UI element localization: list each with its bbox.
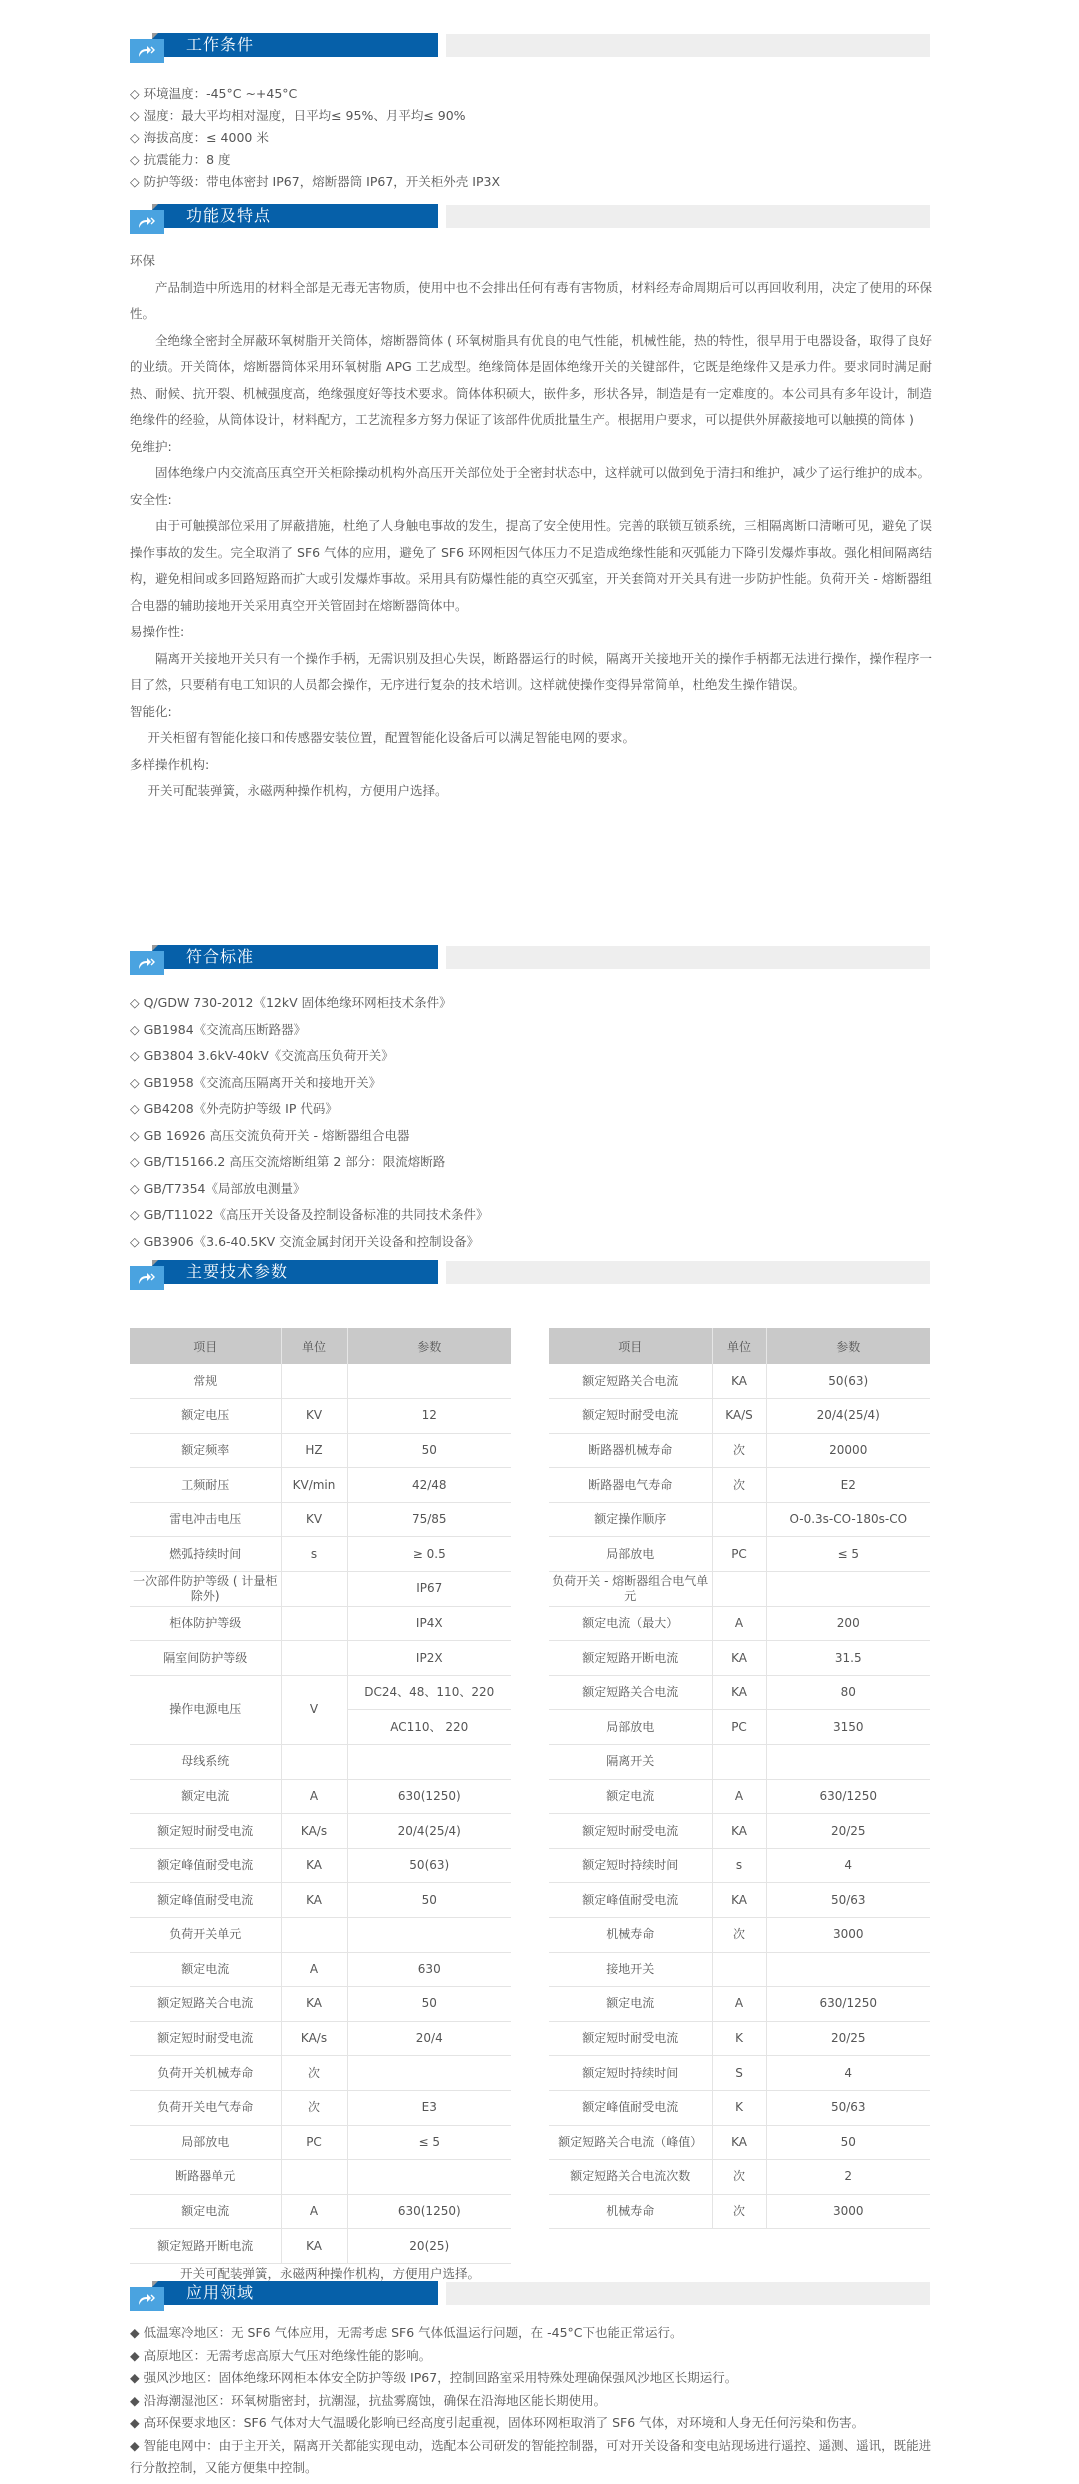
table-row: [130, 1883, 511, 1918]
table-row: [549, 2090, 930, 2125]
table-row: [130, 1641, 511, 1676]
cell-unit: KV/min: [281, 1468, 347, 1503]
list-item: ◆ 智能电网中：由于主开关，隔离开关都能实现电动，选配本公司研发的智能控制器，可对开关设备和变电站现场进行遥控、遥测、遥讯，既能进行分散控制，又能方便集中控制。: [130, 2437, 932, 2475]
cell-item: 母线系统: [130, 1745, 281, 1780]
table-row: [549, 1952, 930, 1987]
cell-unit: KA: [712, 1364, 766, 1399]
cell-unit: PC: [281, 2125, 347, 2160]
section-header-features: [130, 204, 930, 236]
cell-item: 常规: [130, 1364, 281, 1399]
cell-item: 额定电流: [130, 2194, 281, 2229]
cell-item: 局部放电: [130, 2125, 281, 2160]
table-row: [549, 1606, 930, 1641]
list-item: ◇ 海拔高度：≤ 4000 米: [130, 130, 269, 145]
table-row: [130, 2229, 511, 2264]
cell-item: 额定短路开断电流: [549, 1641, 712, 1676]
cell-item: 负荷开关电气寿命: [130, 2090, 281, 2125]
cell-value: 630(1250): [347, 2194, 511, 2229]
cell-unit: KA: [712, 1883, 766, 1918]
cell-item: 机械寿命: [549, 2194, 712, 2229]
cell-item: 额定电流: [549, 1987, 712, 2022]
header-gray-bar: [446, 205, 930, 228]
cell-item: 一次部件防护等级 ( 计量柜除外): [130, 1572, 281, 1607]
section-header-applications: [130, 2281, 930, 2313]
cell-value: 2: [766, 2160, 930, 2195]
feature-heading: 免维护:: [130, 438, 172, 454]
cell-value: DC24、48、110、220: [347, 1675, 511, 1710]
list-item: ◇ 湿度：最大平均相对湿度，日平均≤ 95%、月平均≤ 90%: [130, 108, 466, 123]
table-row: [130, 1675, 511, 1710]
cell-value: 50/63: [766, 2090, 930, 2125]
cell-unit: K: [712, 2090, 766, 2125]
cell-value: ≤ 5: [347, 2125, 511, 2160]
section-header-working-conditions: [130, 33, 930, 65]
table-row: [549, 2160, 930, 2195]
cell-value: 50(63): [766, 1364, 930, 1399]
cell-item: 断路器单元: [130, 2160, 281, 2195]
cell-unit: KA: [281, 1848, 347, 1883]
table-row: [130, 2125, 511, 2160]
list-item: ◆ 高原地区：无需考虑高原大气压对绝缘性能的影响。: [130, 2347, 432, 2363]
cell-value: 31.5: [766, 1641, 930, 1676]
feature-paragraph: 产品制造中所选用的材料全部是无毒无害物质，使用中也不会排出任何有毒有害物质，材料经寿命周期后可以再回收利用，决定了使用的环保性。: [130, 279, 932, 321]
cell-value: 3000: [766, 2194, 930, 2229]
feature-paragraph: 由于可触摸部位采用了屏蔽措施，杜绝了人身触电事故的发生，提高了安全使用性。完善的联锁互锁系统，三相隔离断口清晰可见，避免了误操作事故的发生。完全取消了 SF6 气体的应用，避免了 SF6 环网柜因气体压力不足造成绝缘性能和灭弧能力下降引发爆炸事故。强化相间隔离结构，避免相间或多回路短路而扩大或引发爆炸事故。采用具有防爆性能的真空灭弧室，开关套筒对开关具有进一步防护性能。负荷开关 - 熔断器组合电器的辅助接地开关采用真空开关管固封在熔断器筒体中。: [130, 518, 932, 613]
cell-value: [347, 2160, 511, 2195]
cell-value: 4: [766, 2056, 930, 2091]
cell-item: 额定峰值耐受电流: [549, 1883, 712, 1918]
cell-item: 额定峰值耐受电流: [130, 1848, 281, 1883]
cell-item: 额定短时耐受电流: [130, 2021, 281, 2056]
cell-value: 20/25: [766, 2021, 930, 2056]
table-row: [549, 1399, 930, 1434]
cell-unit: KA: [281, 1987, 347, 2022]
cell-item: 工频耐压: [130, 1468, 281, 1503]
table-row: [549, 1641, 930, 1676]
cell-unit: KA: [712, 1641, 766, 1676]
cell-value: 80: [766, 1675, 930, 1710]
table-row: [549, 1883, 930, 1918]
cell-unit: A: [712, 1987, 766, 2022]
cell-item: 负荷开关机械寿命: [130, 2056, 281, 2091]
cell-item: 额定短路关合电流: [130, 1987, 281, 2022]
cell-unit: PC: [712, 1537, 766, 1572]
cell-value: 50/63: [766, 1883, 930, 1918]
cell-value: IP2X: [347, 1641, 511, 1676]
cell-unit: KV: [281, 1399, 347, 1434]
cell-value: 3150: [766, 1710, 930, 1745]
cell-item: 燃弧持续时间: [130, 1537, 281, 1572]
table-row: [549, 1918, 930, 1953]
table-row: [549, 1848, 930, 1883]
table-row: [130, 1572, 511, 1607]
cell-value: AC110、 220: [347, 1710, 511, 1745]
table-row: [130, 1848, 511, 1883]
table-row: [549, 1710, 930, 1745]
table-row: [549, 1779, 930, 1814]
cell-value: 630: [347, 1952, 511, 1987]
list-item: ◇ GB/T11022《高压开关设备及控制设备标准的共同技术条件》: [130, 1207, 489, 1222]
cell-unit: 次: [281, 2090, 347, 2125]
cell-value: 50: [766, 2125, 930, 2160]
cell-unit: 次: [712, 1433, 766, 1468]
cell-item: 负荷开关单元: [130, 1918, 281, 1953]
section-title: 符合标准: [186, 947, 255, 966]
section-title: 主要技术参数: [186, 1262, 289, 1281]
cell-unit: s: [281, 1537, 347, 1572]
list-item: ◆ 强风沙地区：固体绝缘环网柜本体安全防护等级 IP67，控制回路室采用特殊处理确保强风沙地区长期运行。: [130, 2370, 738, 2385]
cell-value: [766, 1745, 930, 1780]
cell-unit: 次: [712, 1468, 766, 1503]
cell-item: 额定操作顺序: [549, 1502, 712, 1537]
section-header-standards: [130, 945, 930, 977]
feature-heading: 环保: [130, 253, 156, 268]
table-row: [549, 1987, 930, 2022]
cell-unit: 次: [281, 2056, 347, 2091]
table-row: [130, 1745, 511, 1780]
table-row: [549, 1537, 930, 1572]
cell-item: 额定峰值耐受电流: [549, 2090, 712, 2125]
table-row: [130, 1364, 511, 1399]
spec-table-right: [549, 1328, 930, 2229]
feature-heading: 智能化:: [130, 703, 172, 719]
cell-unit: 次: [712, 2194, 766, 2229]
cell-item: 局部放电: [549, 1537, 712, 1572]
cell-value: 630/1250: [766, 1987, 930, 2022]
table-row: [549, 1745, 930, 1780]
list-item: ◇ GB3804 3.6kV-40kV《交流高压负荷开关》: [130, 1048, 394, 1063]
cell-unit: KA/S: [712, 1399, 766, 1434]
cell-unit: [712, 1745, 766, 1780]
table-row: [130, 2194, 511, 2229]
table-row: [549, 1675, 930, 1710]
list-item: ◇ GB 16926 高压交流负荷开关 - 熔断器组合电器: [130, 1127, 410, 1143]
cell-item: 额定电流: [549, 1779, 712, 1814]
feature-heading: 多样操作机构:: [130, 756, 210, 772]
standards-list: [130, 990, 488, 1255]
table-header-row: [130, 1328, 511, 1364]
list-item: ◇ Q/GDW 730-2012《12kV 固体绝缘环网柜技术条件》: [130, 995, 452, 1010]
cell-unit: [281, 1606, 347, 1641]
column-header-unit: 单位: [281, 1328, 347, 1364]
table-row: [549, 1814, 930, 1849]
cell-value: O-0.3s-CO-180s-CO: [766, 1502, 930, 1537]
features-body: [130, 248, 932, 805]
table-row: [130, 1779, 511, 1814]
cell-item: 额定频率: [130, 1433, 281, 1468]
cell-item: 额定电流: [130, 1952, 281, 1987]
list-item: ◇ GB/T7354《局部放电测量》: [130, 1180, 306, 1196]
cell-unit: A: [712, 1779, 766, 1814]
list-item: ◇ GB1984《交流高压断路器》: [130, 1021, 307, 1037]
table-row: [130, 1433, 511, 1468]
cell-unit: KA/s: [281, 2021, 347, 2056]
cell-value: 20/4(25/4): [347, 1814, 511, 1849]
cell-item: 局部放电: [549, 1710, 712, 1745]
list-item: ◆ 低温寒冷地区：无 SF6 气体应用，无需考虑 SF6 气体低温运行问题，在 -45°C下也能正常运行。: [130, 2325, 683, 2340]
table-row: [130, 2090, 511, 2125]
feature-heading: 易操作性:: [130, 624, 185, 639]
cell-unit: [712, 1572, 766, 1607]
cell-value: [347, 1918, 511, 1953]
cell-value: 50: [347, 1987, 511, 2022]
cell-value: 630/1250: [766, 1779, 930, 1814]
feature-paragraph: 全绝缘全密封全屏蔽环氧树脂开关筒体，熔断器筒体 ( 环氧树脂具有优良的电气性能，机械性能，热的特性，很早用于电器设备，取得了良好的业绩。开关筒体，熔断器筒体采用环氧树脂 APG 工艺成型。绝缘筒体是固体绝缘开关的关键部件，它既是绝缘件又是承力件。要求同时满足耐热、耐候、抗开裂、机械强度高，绝缘强度好等技术要求。筒体体积硕大，嵌件多，形状各异，制造是有一定难度的。本公司具有多年设计，制造绝缘件的经验，从筒体设计，材料配方，工艺流程多方努力保证了该部件优质批量生产。根据用户要求，可以提供外屏蔽接地可以触摸的筒体 ): [130, 332, 932, 427]
cell-item: 额定电流（最大）: [549, 1606, 712, 1641]
feature-paragraph: 开关柜留有智能化接口和传感器安装位置，配置智能化设备后可以满足智能电网的要求。: [147, 730, 636, 745]
column-header-item: 项目: [130, 1328, 281, 1364]
cell-unit: V: [281, 1675, 347, 1744]
section-header-tech-params: [130, 1260, 930, 1292]
cell-unit: s: [712, 1848, 766, 1883]
column-header-item: 项目: [549, 1328, 712, 1364]
cell-item: 额定短时持续时间: [549, 2056, 712, 2091]
cell-item: 雷电冲击电压: [130, 1502, 281, 1537]
cell-item: 断路器机械寿命: [549, 1433, 712, 1468]
cell-unit: HZ: [281, 1433, 347, 1468]
cell-value: 75/85: [347, 1502, 511, 1537]
cell-unit: [281, 1572, 347, 1607]
cell-item: 额定电压: [130, 1399, 281, 1434]
cell-item: 断路器电气寿命: [549, 1468, 712, 1503]
table-row: [549, 2021, 930, 2056]
table-row: [130, 2056, 511, 2091]
table-row: [549, 2056, 930, 2091]
cell-item: 额定短时耐受电流: [549, 1814, 712, 1849]
table-row: [130, 1399, 511, 1434]
cell-unit: [281, 1364, 347, 1399]
cell-unit: [281, 2160, 347, 2195]
table-row: [549, 1433, 930, 1468]
cell-value: 42/48: [347, 1468, 511, 1503]
cell-item: 柜体防护等级: [130, 1606, 281, 1641]
cell-unit: KA: [281, 1883, 347, 1918]
feature-heading: 安全性:: [130, 491, 172, 507]
cell-item: 隔离开关: [549, 1745, 712, 1780]
list-item: ◇ GB/T15166.2 高压交流熔断组第 2 部分：限流熔断路: [130, 1154, 446, 1169]
cell-item: 额定短路开断电流: [130, 2229, 281, 2264]
cell-unit: [712, 1502, 766, 1537]
cell-value: E3: [347, 2090, 511, 2125]
list-item: ◇ GB1958《交流高压隔离开关和接地开关》: [130, 1074, 382, 1090]
list-item: ◇ GB3906《3.6-40.5KV 交流金属封闭开关设备和控制设备》: [130, 1233, 480, 1249]
list-item: ◇ 环境温度：-45°C ~+45°C: [130, 86, 298, 101]
cell-item: 操作电源电压: [130, 1675, 281, 1744]
table-row: [130, 1502, 511, 1537]
cell-unit: KA: [712, 2125, 766, 2160]
cell-unit: S: [712, 2056, 766, 2091]
cell-item: 机械寿命: [549, 1918, 712, 1953]
table-row: [130, 1468, 511, 1503]
forward-arrow-icon: [130, 951, 164, 975]
list-item: ◆ 高环保要求地区：SF6 气体对大气温暖化影响已经高度引起重视，固体环网柜取消了 SF6 气体，对环境和人身无任何污染和伤害。: [130, 2415, 865, 2430]
cell-unit: A: [281, 1952, 347, 1987]
spec-table-left: [130, 1328, 511, 2264]
cell-unit: [281, 1641, 347, 1676]
cell-unit: KV: [281, 1502, 347, 1537]
cell-value: [766, 1952, 930, 1987]
list-item: ◇ 抗震能力：8 度: [130, 152, 231, 167]
cell-unit: [712, 1952, 766, 1987]
applications-list: [130, 2322, 935, 2480]
cell-unit: A: [281, 1779, 347, 1814]
cell-value: IP67: [347, 1572, 511, 1607]
cell-unit: KA: [712, 1814, 766, 1849]
cell-item: 额定短路关合电流: [549, 1364, 712, 1399]
table-row: [549, 1502, 930, 1537]
cell-unit: PC: [712, 1710, 766, 1745]
cell-value: 20/4: [347, 2021, 511, 2056]
cell-item: 隔室间防护等级: [130, 1641, 281, 1676]
cell-unit: K: [712, 2021, 766, 2056]
cell-value: [766, 1572, 930, 1607]
header-gray-bar: [446, 2282, 930, 2305]
cell-item: 额定峰值耐受电流: [130, 1883, 281, 1918]
table-row: [549, 1468, 930, 1503]
cell-unit: KA: [281, 2229, 347, 2264]
cell-unit: 次: [712, 2160, 766, 2195]
section-title: 工作条件: [186, 35, 255, 54]
cell-value: 200: [766, 1606, 930, 1641]
cell-value: 50: [347, 1433, 511, 1468]
cell-item: 额定短时耐受电流: [130, 1814, 281, 1849]
table-row: [549, 2125, 930, 2160]
cell-item: 额定短时耐受电流: [549, 2021, 712, 2056]
table-row: [130, 1952, 511, 1987]
cell-unit: [281, 1918, 347, 1953]
table-row: [130, 2021, 511, 2056]
table-row: [549, 2194, 930, 2229]
cell-item: 额定短时持续时间: [549, 1848, 712, 1883]
forward-arrow-icon: [130, 2287, 164, 2311]
cell-value: [347, 1745, 511, 1780]
forward-arrow-icon: [130, 1266, 164, 1290]
cell-value: 20/25: [766, 1814, 930, 1849]
cell-value: 4: [766, 1848, 930, 1883]
cell-unit: [281, 1745, 347, 1780]
cell-value: 20000: [766, 1433, 930, 1468]
cell-item: 额定短路关合电流（峰值）: [549, 2125, 712, 2160]
cell-item: 额定短路关合电流: [549, 1675, 712, 1710]
cell-value: [347, 2056, 511, 2091]
cell-value: ≥ 0.5: [347, 1537, 511, 1572]
cell-unit: A: [281, 2194, 347, 2229]
list-item: ◇ GB4208《外壳防护等级 IP 代码》: [130, 1101, 338, 1116]
column-header-value: 参数: [766, 1328, 930, 1364]
cell-value: E2: [766, 1468, 930, 1503]
cell-value: 20/4(25/4): [766, 1399, 930, 1434]
cell-value: IP4X: [347, 1606, 511, 1641]
cell-value: 3000: [766, 1918, 930, 1953]
operating-mechanism-note: 开关可配装弹簧，永磁两种操作机构，方便用户选择。: [180, 2266, 481, 2281]
cell-item: 额定短时耐受电流: [549, 1399, 712, 1434]
cell-value: 20(25): [347, 2229, 511, 2264]
feature-paragraph: 开关可配装弹簧，永磁两种操作机构，方便用户选择。: [147, 783, 448, 798]
column-header-unit: 单位: [712, 1328, 766, 1364]
cell-unit: 次: [712, 1918, 766, 1953]
cell-value: [347, 1364, 511, 1399]
cell-unit: A: [712, 1606, 766, 1641]
cell-value: 50: [347, 1883, 511, 1918]
table-row: [130, 1537, 511, 1572]
list-item: ◆ 沿海潮湿池区：环氧树脂密封，抗潮湿，抗盐雾腐蚀，确保在沿海地区能长期使用。: [130, 2392, 607, 2408]
cell-item: 接地开关: [549, 1952, 712, 1987]
cell-item: 额定短路关合电流次数: [549, 2160, 712, 2195]
table-row: [130, 1814, 511, 1849]
cell-value: ≤ 5: [766, 1537, 930, 1572]
cell-unit: KA/s: [281, 1814, 347, 1849]
table-row: [130, 1918, 511, 1953]
table-row: [549, 1572, 930, 1607]
cell-item: 负荷开关 - 熔断器组合电气单元: [549, 1572, 712, 1607]
cell-value: 12: [347, 1399, 511, 1434]
header-gray-bar: [446, 946, 930, 969]
table-header-row: [549, 1328, 930, 1364]
cell-value: 50(63): [347, 1848, 511, 1883]
cell-item: 额定电流: [130, 1779, 281, 1814]
feature-paragraph: 隔离开关接地开关只有一个操作手柄，无需识别及担心失误，断路器运行的时候，隔离开关接地开关的操作手柄都无法进行操作，操作程序一目了然，只要稍有电工知识的人员都会操作，无序进行复杂的技术培训。这样就使操作变得异常简单，杜绝发生操作错误。: [130, 650, 932, 692]
table-row: [130, 2160, 511, 2195]
cell-value: 630(1250): [347, 1779, 511, 1814]
list-item: ◇ 防护等级：带电体密封 IP67，熔断器筒 IP67，开关柜外壳 IP3X: [130, 174, 501, 189]
header-gray-bar: [446, 34, 930, 57]
table-row: [130, 1987, 511, 2022]
column-header-value: 参数: [347, 1328, 511, 1364]
header-gray-bar: [446, 1261, 930, 1284]
section-title: 功能及特点: [186, 206, 272, 225]
working-conditions-list: [130, 83, 500, 193]
cell-unit: KA: [712, 1675, 766, 1710]
forward-arrow-icon: [130, 210, 164, 234]
feature-paragraph: 固体绝缘户内交流高压真空开关柜除操动机构外高压开关部位处于全密封状态中，这样就可以做到免于清扫和维护，减少了运行维护的成本。: [155, 465, 931, 480]
forward-arrow-icon: [130, 39, 164, 63]
table-row: [130, 1606, 511, 1641]
table-row: [549, 1364, 930, 1399]
section-title: 应用领域: [186, 2283, 255, 2302]
